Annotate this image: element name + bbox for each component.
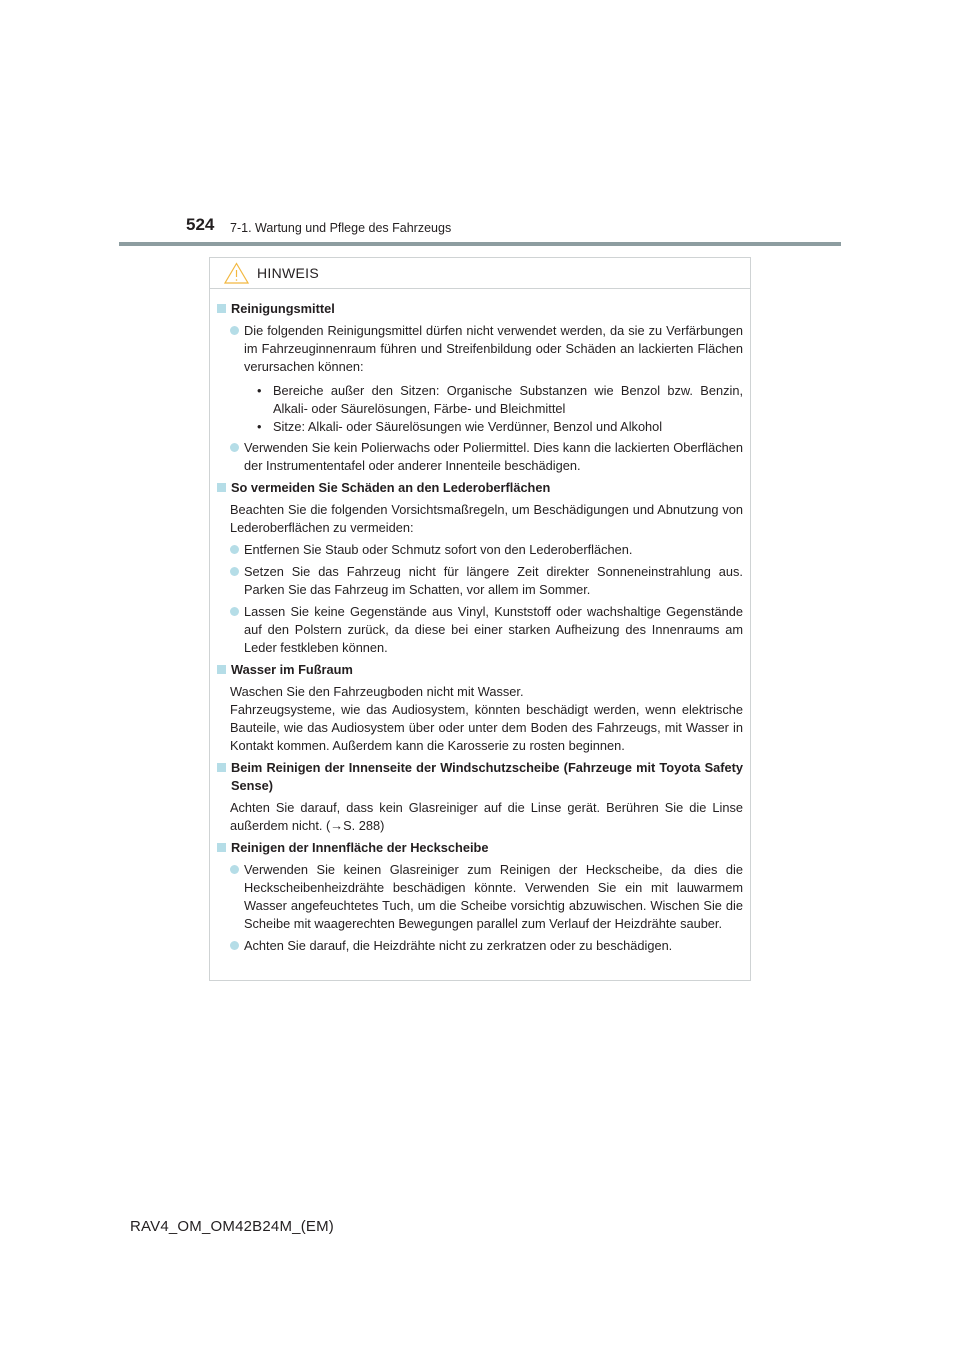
bullet-item xyxy=(217,563,743,599)
bullet-text: Lassen Sie keine Gegenstände aus Vinyl, Kunststoff oder wachshaltige Gegenstände auf den Polstern zurück, da diese bei einer starken Aufheizung des Innenraums am Leder festkleben können. xyxy=(244,604,743,655)
section-heading-text: Reinigen der Innenfläche der Heckscheibe xyxy=(231,840,489,855)
bullet-dot xyxy=(230,326,239,335)
section-heading-text: Reinigungsmittel xyxy=(231,301,335,316)
bullet-dot xyxy=(230,545,239,554)
bullet-item xyxy=(217,322,743,376)
bullet-dot xyxy=(230,443,239,452)
paragraph xyxy=(217,683,743,755)
bullet-dot xyxy=(230,567,239,576)
footer-doc-code: RAV4_OM_OM42B24M_(EM) xyxy=(130,1218,334,1235)
bullet-text: Achten Sie darauf, die Heizdrähte nicht zu zerkratzen oder zu beschädigen. xyxy=(244,938,673,953)
sub-list xyxy=(217,382,743,436)
square-marker xyxy=(217,665,226,674)
bullet-text: Entfernen Sie Staub oder Schmutz sofort von den Lederoberflächen. xyxy=(244,542,633,557)
square-marker xyxy=(217,304,226,313)
bullet-text: Verwenden Sie keinen Glasreiniger zum Reinigen der Heckscheibe, da dies die Heckscheibenheizdrähte beschädigen könnte. Verwenden Sie ein mit lauwarmem Wasser angefeuchtetes Tuch, um die Scheibe vorsichtig abzuwischen. Wischen Sie die Scheibe mit waagerechten Bewegungen parallel zum Verlauf der Heizdrähte sauber. xyxy=(244,862,743,931)
bullet-dot xyxy=(230,607,239,616)
header-rule xyxy=(119,242,841,246)
sub-item xyxy=(217,382,743,418)
notice-box xyxy=(209,257,751,981)
bullet-item xyxy=(217,603,743,657)
bullet-item xyxy=(217,861,743,933)
section-heading xyxy=(217,759,743,795)
square-marker xyxy=(217,763,226,772)
section-heading-text: Beim Reinigen der Innenseite der Windschutzscheibe (Fahrzeuge mit Toyota Safety Sense) xyxy=(231,760,743,793)
section-heading xyxy=(217,661,743,679)
bullet-item xyxy=(217,541,743,559)
paragraph-line: Waschen Sie den Fahrzeugboden nicht mit Wasser. xyxy=(230,684,524,699)
notice-header xyxy=(210,258,750,289)
sub-marker: • xyxy=(257,383,262,398)
paragraph: Beachten Sie die folgenden Vorsichtsmaßregeln, um Beschädigungen und Abnutzung von Lederoberflächen zu vermeiden: xyxy=(230,502,743,535)
bullet-text: Setzen Sie das Fahrzeug nicht für längere Zeit direkter Sonneneinstrahlung aus. Parken Sie das Fahrzeug im Schatten, vor allem im Sommer. xyxy=(244,564,743,597)
section-heading xyxy=(217,300,743,318)
square-marker xyxy=(217,843,226,852)
bullet-item xyxy=(217,937,743,955)
section-title: 7-1. Wartung und Pflege des Fahrzeugs xyxy=(230,221,452,235)
section-heading-text: Wasser im Fußraum xyxy=(231,662,353,677)
bullet-dot xyxy=(230,941,239,950)
sub-marker: • xyxy=(257,419,262,434)
bullet-item xyxy=(217,439,743,475)
paragraph: Achten Sie darauf, dass kein Glasreiniger auf die Linse gerät. Berühren Sie die Linse außerdem nicht. (→S. 288) xyxy=(230,800,743,833)
section-heading-text: So vermeiden Sie Schäden an den Lederoberflächen xyxy=(231,480,551,495)
sub-item-text: Sitze: Alkali- oder Säurelösungen wie Verdünner, Benzol und Alkohol xyxy=(273,419,663,434)
notice-body xyxy=(210,289,750,955)
section-heading xyxy=(217,479,743,497)
notice-label: HINWEIS xyxy=(257,265,319,281)
bullet-dot xyxy=(230,865,239,874)
square-marker xyxy=(217,483,226,492)
paragraph-line: Fahrzeugsysteme, wie das Audiosystem, könnten beschädigt werden, wenn elektrische Bauteile, wie das Audiosystem über oder unter dem Boden des Fahrzeugs, mit Wasser in Kontakt kommen. Außerdem kann die Karosserie zu rosten beginnen. xyxy=(230,702,743,753)
bullet-text: Die folgenden Reinigungsmittel dürfen nicht verwendet werden, da sie zu Verfärbungen im Fahrzeuginnenraum führen und Streifenbildung oder Schäden an lackierten Flächen verursachen können: xyxy=(244,323,743,374)
sub-item-text: Bereiche außer den Sitzen: Organische Substanzen wie Benzol bzw. Benzin, Alkali- oder Säurelösungen, Färbe- und Bleichmittel xyxy=(273,383,743,416)
section-heading xyxy=(217,839,743,857)
bullet-text: Verwenden Sie kein Polierwachs oder Poliermittel. Dies kann die lackierten Oberflächen der Instrumententafel oder anderer Innenteile beschädigen. xyxy=(244,440,743,473)
warning-triangle-icon xyxy=(224,262,249,284)
sub-item xyxy=(217,418,743,436)
page-number: 524 xyxy=(186,215,215,234)
